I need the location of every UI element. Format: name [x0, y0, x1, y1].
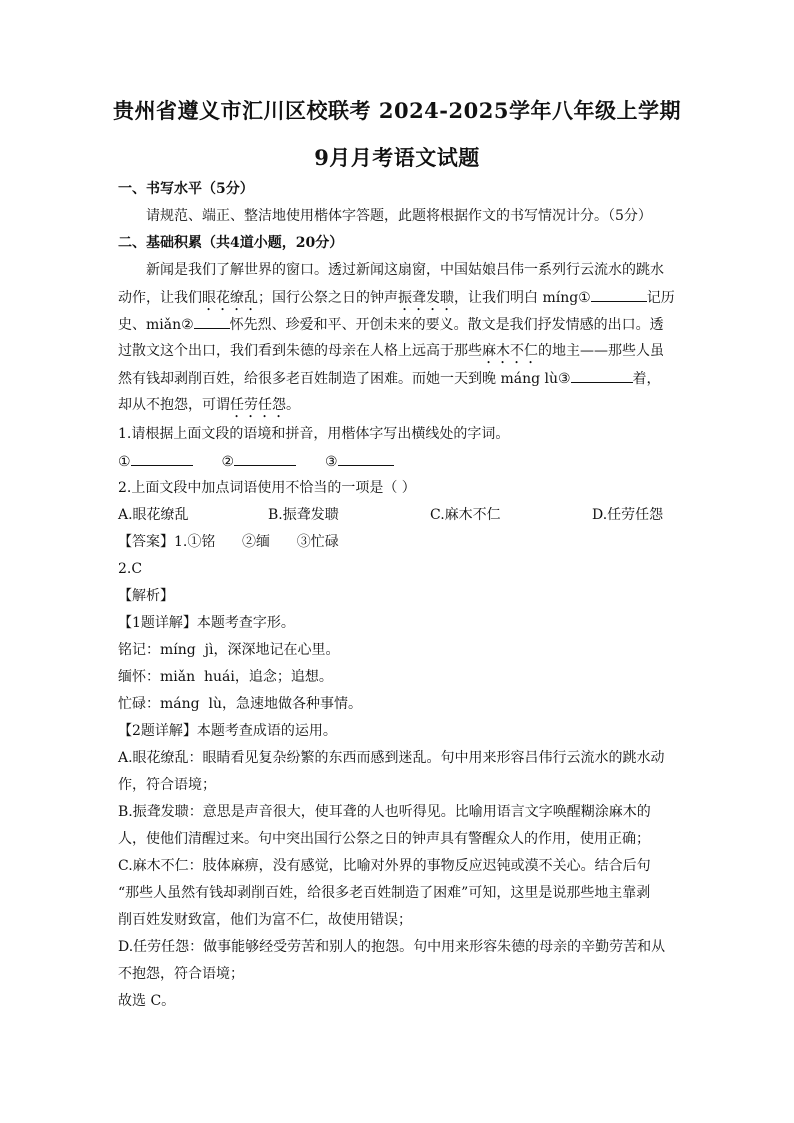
analysis-q2-line-10: 故选 C。 [118, 993, 176, 1009]
analysis-q2-line-4: 人，使他们清醒过来。句中突出国行公祭之日的钟声具有警醒众人的作用，使用正确； [118, 831, 650, 847]
blank-3[interactable] [571, 369, 633, 383]
passage-text: 着， [632, 371, 661, 387]
page-title-line2: 9月月考语文试题 [314, 145, 480, 170]
answer-blank-1[interactable] [131, 452, 193, 466]
analysis-q2-line-6: “那些人虽然有钱却剥削百姓，给很多老百姓制造了困难”可知，这里是说那些地主靠剥 [118, 885, 651, 901]
option-b[interactable]: B.振聋发聩 [268, 507, 339, 523]
section2-heading: 二、基础积累（共4道小题，20分） [118, 235, 344, 251]
analysis-q1-head: 【1题详解】 [118, 615, 197, 631]
analysis-q2-line-3: B.振聋发聩：意思是声音很大，使耳聋的人也听得见。比喻用语言文字唤醒糊涂麻木的 [118, 804, 651, 820]
passage-text: ，让我们明白 míng① [454, 290, 591, 306]
answer-blank-3[interactable] [338, 452, 394, 466]
option-c[interactable]: C.麻木不仁 [430, 507, 501, 523]
passage-text: 的地主——那些人虽 [538, 343, 664, 359]
analysis-q2 [118, 722, 337, 740]
passage-text: 却从不抱怨，可谓 [118, 397, 230, 413]
passage-line-3 [118, 315, 664, 334]
passage-line-1: 新闻是我们了解世界的窗口。透过新闻这扇窗，中国姑娘吕伟一系列行云流水的跳水 [146, 262, 664, 278]
answer-blank-2[interactable] [234, 452, 296, 466]
passage-text: 动作，让我们 [118, 290, 202, 306]
dotted-word-renlaorenyuan: 任劳任怨 [230, 397, 286, 413]
blank-2[interactable] [194, 315, 230, 329]
blank-label-2: ② [221, 454, 235, 470]
analysis-q2-line-8: D.任劳任怨：做事能够经受劳苦和别人的抱怨。句中用来形容朱德的母亲的辛勤劳苦和从 [118, 939, 666, 955]
passage-line-2 [118, 288, 675, 314]
analysis-q1-item-3: 忙碌：máng lù，急速地做各种事情。 [118, 696, 362, 712]
question-1-blanks [118, 452, 394, 471]
dotted-word-yanhualiaoluan: 眼花缭乱 [202, 290, 258, 306]
blank-1[interactable] [591, 288, 647, 302]
analysis-q1-item-2: 缅怀：miǎn huái，追念；追想。 [118, 669, 333, 685]
answer-line-2: 2.C [118, 561, 143, 577]
analysis-q2-intro: 本题考查成语的运用。 [196, 723, 337, 739]
passage-text: 史、miǎn② [118, 317, 194, 333]
passage-text: 过散文这个出口，我们看到朱德的母亲在人格上远高于那些 [118, 343, 482, 359]
passage-text: 怀先烈、珍爱和平、开创未来的要义。散文是我们抒发情感的出口。透 [229, 317, 664, 333]
dotted-word-zhenlongfakui: 振聋发聩 [398, 290, 454, 306]
section1-heading: 一、书写水平（5分） [118, 181, 254, 197]
analysis-q1-item-1: 铭记：míng jì，深深地记在心里。 [118, 642, 340, 658]
passage-text: ；国行公祭之日的钟声 [258, 290, 398, 306]
option-a[interactable]: A.眼花缭乱 [118, 507, 189, 523]
passage-line-5 [118, 369, 661, 388]
analysis-q2-line-7: 削百姓发财致富，他们为富不仁，故使用错误； [118, 912, 412, 928]
analysis-q2-line-1: A.眼花缭乱：眼睛看见复杂纷繁的东西而感到迷乱。句中用来形容吕伟行云流水的跳水动 [118, 750, 665, 766]
section1-text: 请规范、端正、整洁地使用楷体字答题，此题将根据作文的书写情况计分。（5分） [146, 208, 652, 224]
analysis-q2-line-2: 作，符合语境； [118, 777, 216, 793]
analysis-q2-head: 【2题详解】 [118, 723, 197, 739]
option-d[interactable]: D.任劳任怨 [592, 507, 664, 523]
blank-label-3: ③ [324, 454, 338, 470]
analysis-q2-line-5: C.麻木不仁：肢体麻痹，没有感觉，比喻对外界的事物反应迟钝或漠不关心。结合后句 [118, 858, 651, 874]
answer-line-1: 【答案】1.①铭 ②缅 ③忙碌 [118, 534, 339, 550]
page-title-line1: 贵州省遵义市汇川区校联考 2024-2025学年八年级上学期 [113, 98, 681, 123]
analysis-q1-intro: 本题考查字形。 [196, 615, 295, 631]
passage-text: 。 [286, 397, 300, 413]
analysis-heading: 【解析】 [118, 588, 174, 604]
question-1: 1.请根据上面文段的语境和拼音，用楷体字写出横线处的字词。 [118, 426, 510, 442]
analysis-q1 [118, 614, 295, 632]
dotted-word-mamuburen: 麻木不仁 [482, 343, 538, 359]
passage-text: 然有钱却剥削百姓，给很多老百姓制造了困难。而她一天到晚 máng lù③ [118, 371, 571, 387]
question-2: 2.上面文段中加点词语使用不恰当的一项是（ ） [118, 480, 416, 496]
analysis-q2-line-9: 不抱怨，符合语境； [118, 966, 244, 982]
passage-line-6 [118, 396, 300, 421]
passage-line-4 [118, 342, 664, 367]
blank-label-1: ① [118, 454, 131, 470]
passage-text: 记历 [646, 290, 675, 306]
